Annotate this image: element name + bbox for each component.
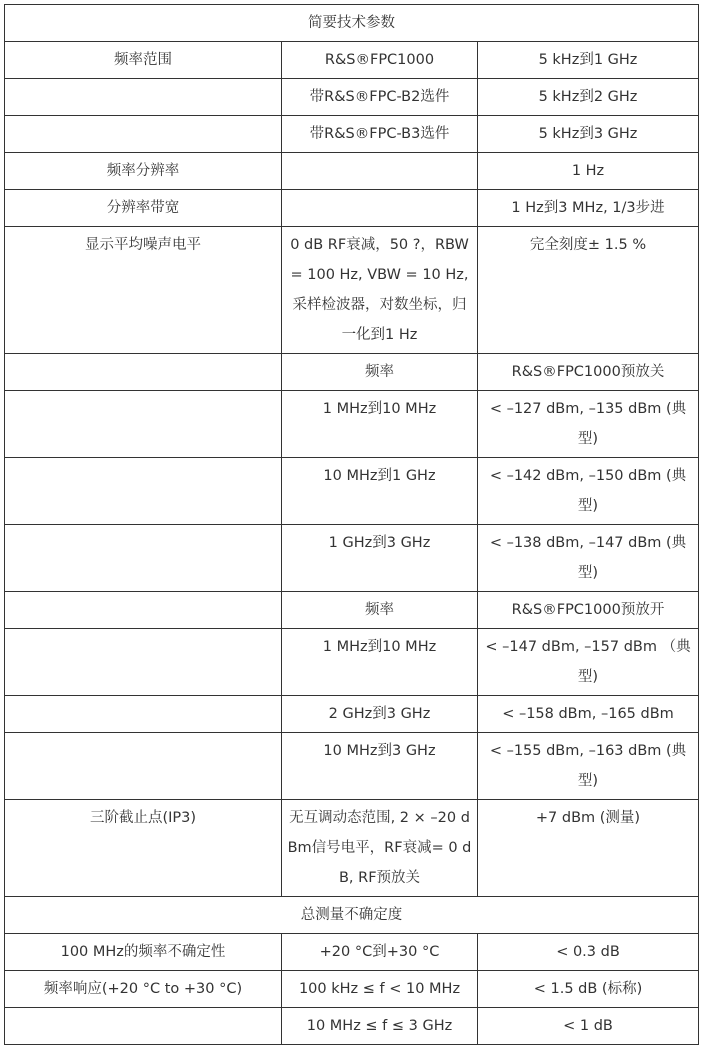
table-row [5,800,699,897]
value-cell: 5 kHz到1 GHz [478,42,699,79]
table-row [5,116,699,153]
value-cell: < 1 dB [478,1008,699,1045]
value-cell: 1 Hz到3 MHz, 1/3步进 [478,190,699,227]
value-cell: < –142 dBm, –150 dBm (典型) [478,458,699,525]
table-row [5,592,699,629]
parameter-cell [5,458,282,525]
table-row [5,696,699,733]
value-cell: 完全刻度± 1.5 % [478,227,699,354]
parameter-cell: 三阶截止点(IP3) [5,800,282,897]
value-cell: < –155 dBm, –163 dBm (典型) [478,733,699,800]
table-row [5,525,699,592]
table-row [5,42,699,79]
parameter-cell: 频率分辨率 [5,153,282,190]
parameter-cell: 频率范围 [5,42,282,79]
value-cell: 5 kHz到2 GHz [478,79,699,116]
table-row [5,190,699,227]
value-cell: < 1.5 dB (标称) [478,971,699,1008]
condition-cell: 0 dB RF衰减，50 ?，RBW = 100 Hz, VBW = 10 Hz,采样检波器，对数坐标，归一化到1 Hz [282,227,478,354]
condition-cell: 100 kHz ≤ f < 10 MHz [282,971,478,1008]
condition-cell: 10 MHz ≤ f ≤ 3 GHz [282,1008,478,1045]
condition-cell [282,153,478,190]
parameter-cell [5,733,282,800]
condition-cell: 频率 [282,592,478,629]
table-row [5,934,699,971]
value-cell: R&S®FPC1000预放关 [478,354,699,391]
condition-cell: 带R&S®FPC-B3选件 [282,116,478,153]
condition-cell: 1 GHz到3 GHz [282,525,478,592]
section-header-row [5,5,699,42]
value-cell: < –147 dBm, –157 dBm （典型) [478,629,699,696]
value-cell: < –138 dBm, –147 dBm (典型) [478,525,699,592]
parameter-cell: 频率响应(+20 °C to +30 °C) [5,971,282,1008]
condition-cell: +20 °C到+30 °C [282,934,478,971]
condition-cell: 1 MHz到10 MHz [282,391,478,458]
condition-cell [282,190,478,227]
spec-table-body [5,5,699,1045]
value-cell: < –127 dBm, –135 dBm (典型) [478,391,699,458]
section-title: 总测量不确定度 [5,897,699,934]
condition-cell: 1 MHz到10 MHz [282,629,478,696]
table-row [5,153,699,190]
parameter-cell [5,354,282,391]
parameter-cell [5,525,282,592]
parameter-cell: 显示平均噪声电平 [5,227,282,354]
value-cell: R&S®FPC1000预放开 [478,592,699,629]
value-cell: 5 kHz到3 GHz [478,116,699,153]
condition-cell: 10 MHz到1 GHz [282,458,478,525]
condition-cell: 带R&S®FPC-B2选件 [282,79,478,116]
condition-cell: 频率 [282,354,478,391]
value-cell: < –158 dBm, –165 dBm [478,696,699,733]
parameter-cell [5,391,282,458]
spec-table [4,4,699,1045]
table-row [5,458,699,525]
parameter-cell [5,116,282,153]
table-row [5,227,699,354]
table-row [5,971,699,1008]
parameter-cell [5,592,282,629]
value-cell: < 0.3 dB [478,934,699,971]
parameter-cell [5,629,282,696]
section-title: 简要技术参数 [5,5,699,42]
table-row [5,733,699,800]
parameter-cell: 100 MHz的频率不确定性 [5,934,282,971]
condition-cell: 2 GHz到3 GHz [282,696,478,733]
parameter-cell [5,1008,282,1045]
table-row [5,391,699,458]
condition-cell: 10 MHz到3 GHz [282,733,478,800]
table-row [5,79,699,116]
table-row [5,629,699,696]
table-row [5,1008,699,1045]
value-cell: +7 dBm (测量) [478,800,699,897]
parameter-cell [5,79,282,116]
condition-cell: R&S®FPC1000 [282,42,478,79]
value-cell: 1 Hz [478,153,699,190]
table-row [5,354,699,391]
condition-cell: 无互调动态范围, 2 × –20 dBm信号电平，RF衰减= 0 dB, RF预放关 [282,800,478,897]
section-header-row [5,897,699,934]
parameter-cell [5,696,282,733]
parameter-cell: 分辨率带宽 [5,190,282,227]
